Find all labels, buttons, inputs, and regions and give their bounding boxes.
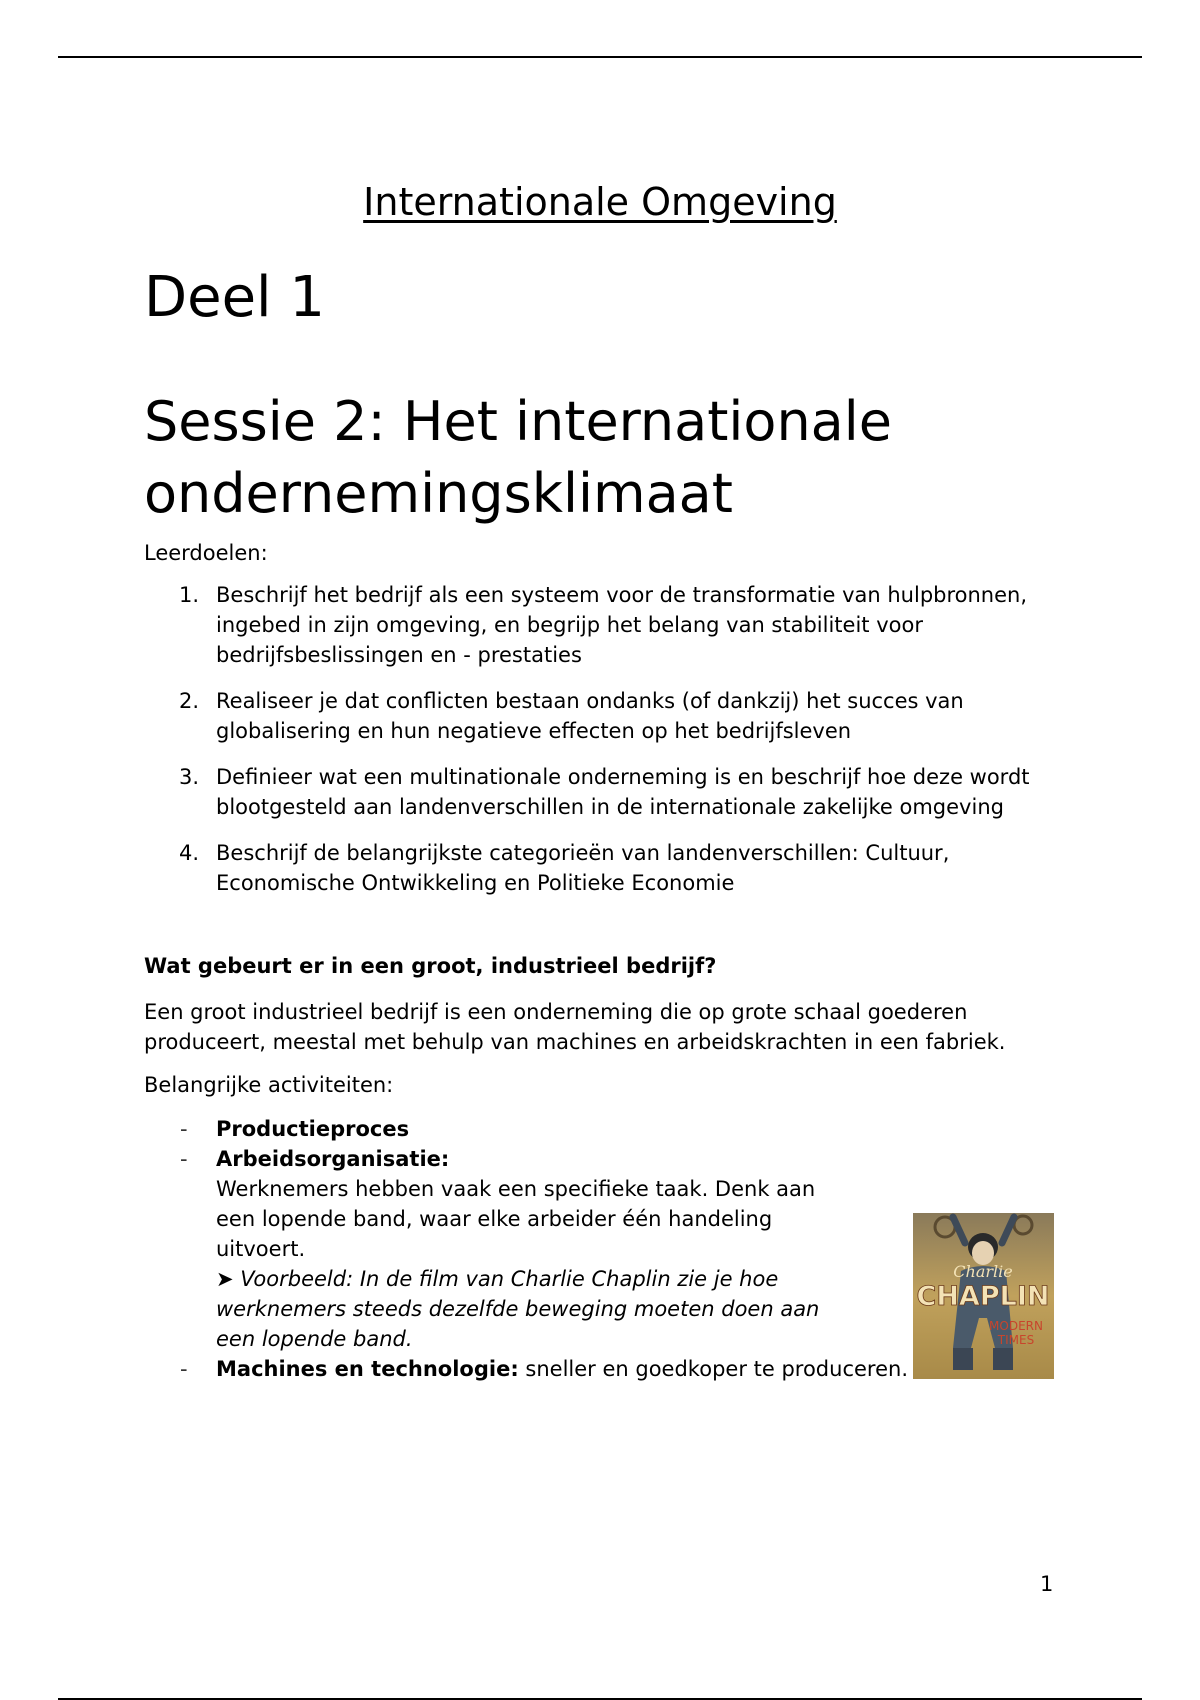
session-heading: Sessie 2: Het internationale ondernemingsklimaat: [144, 390, 892, 525]
list-item-text: Beschrijf de belangrijkste categorieën van landenverschillen: Cultuur, Economische Ontwikkeling en Politieke Economie: [216, 841, 950, 895]
poster-film-title: MODERN: [989, 1319, 1043, 1333]
poster-name: CHAPLIN: [916, 1281, 1050, 1312]
document-title: Internationale Omgeving: [363, 180, 837, 224]
list-number: 4.: [179, 841, 200, 865]
list-item: [144, 762, 1084, 822]
part-heading: Deel 1: [144, 265, 326, 330]
activity-title: Arbeidsorganisatie:: [216, 1147, 450, 1171]
poster-name-script: Charlie: [953, 1262, 1013, 1281]
list-item-text: Realiseer je dat conflicten bestaan ondanks (of dankzij) het succes van globalisering en hun negatieve effecten op het bedrijfsleven: [216, 689, 964, 743]
activity-title: Machines en technologie:: [216, 1357, 519, 1381]
bullet-dash: -: [180, 1147, 188, 1171]
section-heading: Wat gebeurt er in een groot, industrieel bedrijf?: [144, 954, 717, 978]
section-intro: Een groot industrieel bedrijf is een onderneming die op grote schaal goederen produceert, meestal met behulp van machines en arbeidskrachten in een fabriek.: [144, 1000, 1006, 1054]
bullet-dash: -: [180, 1357, 188, 1381]
list-item-text: Definieer wat een multinationale onderneming is en beschrijf hoe deze wordt blootgesteld aan landenverschillen in de internationale zakelijke omgeving: [216, 765, 1030, 819]
activity-example: ➤ Voorbeeld: In de film van Charlie Chaplin zie je hoe werknemers steeds dezelfde beweging moeten doen aan een lopende band.: [216, 1267, 820, 1351]
learning-goals-label: Leerdoelen:: [144, 541, 268, 565]
list-number: 3.: [179, 765, 200, 789]
list-item-text: Beschrijf het bedrijf als een systeem voor de transformatie van hulpbronnen, ingebed in zijn omgeving, en begrijp het belang van stabiliteit voor bedrijfsbeslissingen en - prestaties: [216, 583, 1028, 667]
list-item: [144, 838, 1084, 898]
chaplin-poster-image: [913, 1213, 1054, 1379]
list-number: 2.: [179, 689, 200, 713]
activity-description: Werknemers hebben vaak een specifieke taak. Denk aan een lopende band, waar elke arbeider één handeling uitvoert.: [216, 1177, 816, 1261]
top-rule: [58, 56, 1142, 58]
list-item: [144, 686, 1084, 746]
list-item: [144, 580, 1084, 670]
page-number: 1: [1040, 1572, 1054, 1596]
figure-leg: [953, 1348, 973, 1370]
learning-goals-list: [144, 580, 1084, 898]
bullet-dash: -: [180, 1117, 188, 1141]
figure-leg: [993, 1348, 1013, 1370]
activity-text: sneller en goedkoper te produceren.: [518, 1357, 908, 1381]
activity-title: Productieproces: [216, 1117, 410, 1141]
poster-film-title: TIMES: [997, 1333, 1035, 1347]
list-item: [144, 1114, 1084, 1144]
activities-label: Belangrijke activiteiten:: [144, 1073, 394, 1097]
list-number: 1.: [179, 583, 200, 607]
